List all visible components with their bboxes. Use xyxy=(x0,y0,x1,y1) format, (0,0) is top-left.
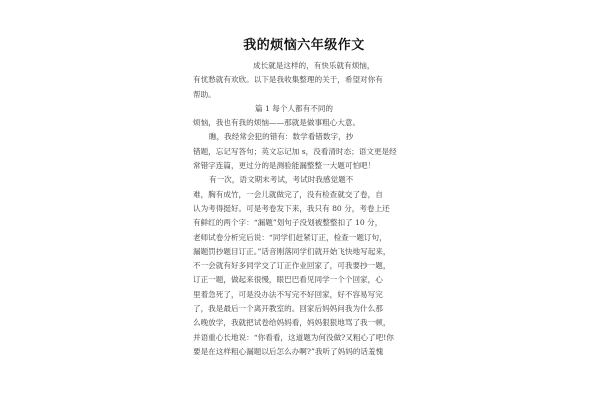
document-title: 我的烦恼六年级作文 xyxy=(243,38,365,53)
section-heading-line: 篇 1 每个人都有不同的 xyxy=(255,103,334,113)
body-line: 烦恼，我也有我的烦恼——那就是做事粗心大意。 xyxy=(193,118,361,128)
body-line: 常错字连篇，更过分的是测验能漏整整一大题可怕吧！ xyxy=(193,161,376,171)
body-line: 有鲜红的两个字：“漏题”划句子没划被整整扣了 10 分， xyxy=(193,218,383,228)
body-line: 老师试卷分析完后说：“同学们赶紧订正，检查一题订句， xyxy=(193,232,387,242)
body-line: 并语重心长地说：“你看看，这道题为何没做?又粗心了吧!你 xyxy=(193,332,394,342)
document-body xyxy=(193,59,415,359)
body-line: 帮助。 xyxy=(193,89,216,99)
body-line: 有忧愁就有欢欣。以下是我收集整理的关于，希望对你有 xyxy=(193,75,383,85)
body-line: 难，胸有成竹，一会儿就做完了，没有检查就交了卷，自 xyxy=(193,189,383,199)
body-line: 么晚放学，我就把试卷给妈妈看，妈妈狠狠地骂了我一顿， xyxy=(193,318,391,328)
body-line: 错题，忘记写答句；英文忘记加 s，没看清时态；语文更是经 xyxy=(193,146,397,156)
document xyxy=(193,34,415,359)
body-line: 漏题罚抄题目订正。”话音刚落同学们就开始飞快地写起来， xyxy=(193,246,391,256)
body-line: 不一会就有好多同学交了订正作业回家了，可我要抄一题， xyxy=(193,261,391,271)
body-line: 有一次，语文期末考试，考试时我感觉题不 xyxy=(209,175,354,185)
body-line: 订正一题，做起来很慢，眼巴巴看见同学一个个回家，心 xyxy=(193,275,383,285)
body-line: 了，我是最后一个离开教室的。回家后妈妈问我为什么那 xyxy=(193,304,383,314)
body-line: 里着急死了，可是没办法不写完不好回家，好不容易写完 xyxy=(193,289,383,299)
body-line: 瞧，我经常会犯的错有：数学看错数字，抄 xyxy=(209,132,354,142)
body-line: 认为考得挺好。可是考卷发下来，我只有 80 分，考卷上还 xyxy=(193,203,390,213)
body-line: 成长就是这样的，有快乐就有烦恼， xyxy=(253,61,375,70)
body-line: 要是在这样粗心漏题以后怎么办啊?”我听了妈妈的话羞愧 xyxy=(193,346,384,356)
